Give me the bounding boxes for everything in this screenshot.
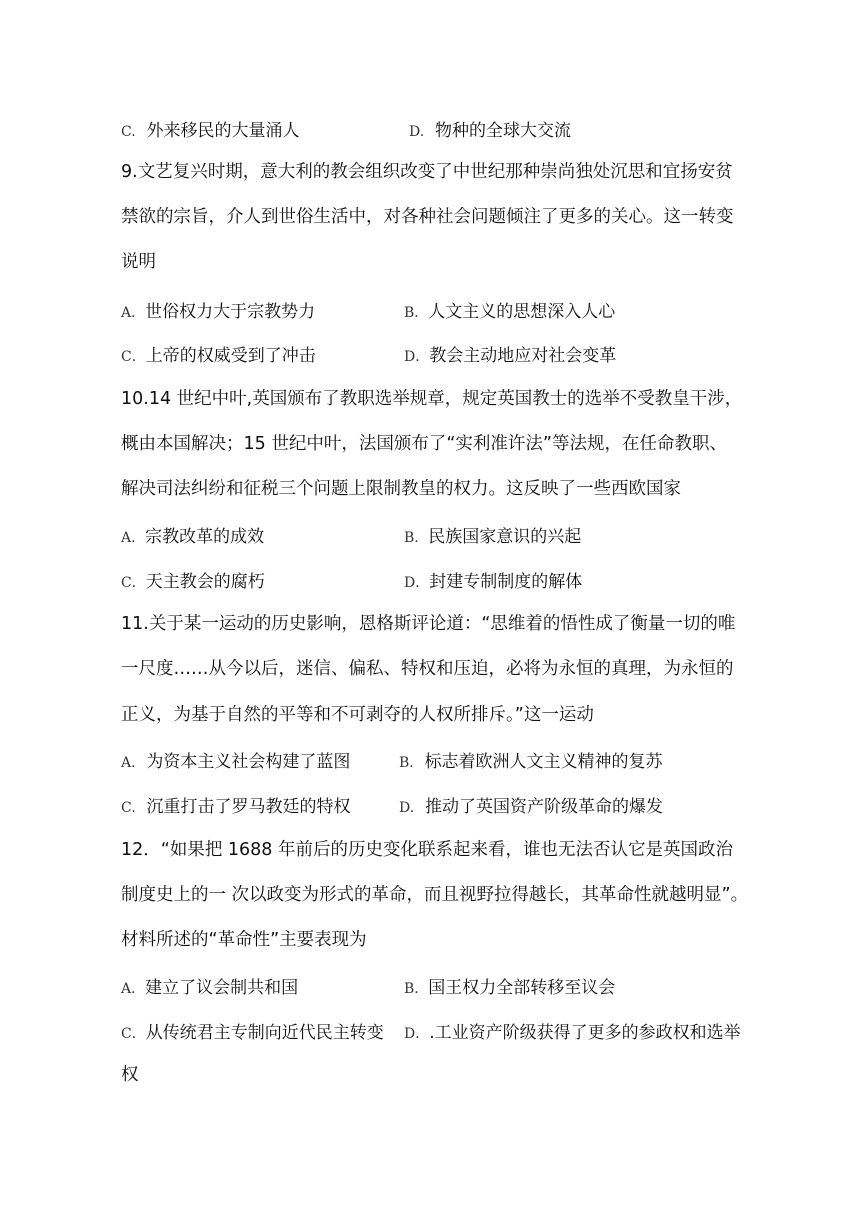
question-9-line-1: 9.文艺复兴时期，意大利的教会组织改变了中世纪那种崇尚独处沉思和宜扬安贫: [121, 162, 733, 182]
question-10-line-3: 解决司法纠纷和征税三个问题上限制教皇的权力。这反映了一些西欧国家: [121, 479, 681, 499]
question-11-line-3: 正义，为基于自然的平等和不可剥夺的人权所排斥。”这一运动: [121, 705, 594, 725]
option-a: A．宗教改革的成效: [121, 527, 265, 547]
question-10-line-2: 概由本国解决；15 世纪中叶，法国颁布了“实利准许法”等法规，在任命教职、: [121, 434, 727, 454]
question-11-line-1: 11.关于某一运动的历史影响，恩格斯评论道：“思维着的悟性成了衡量一切的唯: [121, 614, 736, 634]
option-c: C. 沉重打击了罗马教廷的特权: [121, 797, 351, 817]
question-9-line-2: 禁欲的宗旨，介人到世俗生活中，对各种社会问题倾注了更多的关心。这一转变: [121, 207, 734, 227]
question-10-line-1: 10.14 世纪中叶,英国颁布了教职选举规章，规定英国教士的选举不受教皇干涉，: [121, 389, 743, 409]
option-d: D．教会主动地应对社会变革: [404, 346, 617, 366]
option-d: D. 物种的全球大交流: [409, 121, 571, 141]
option-b: B．国王权力全部转移至议会: [404, 978, 616, 998]
option-c: C．上帝的权威受到了冲击: [121, 346, 316, 366]
question-12-line-2: 制度史上的一 次以政变为形式的革命，而且视野拉得越长，其革命性就越明显”。: [121, 885, 749, 905]
option-b: B．民族国家意识的兴起: [404, 527, 582, 547]
question-12-option-d-wrap: 权: [121, 1065, 139, 1085]
option-b: B. 标志着欧洲人文主义精神的复苏: [399, 752, 663, 772]
option-a: A. 为资本主义社会构建了蓝图: [121, 752, 351, 772]
question-12-line-3: 材料所述的“革命性”主要表现为: [121, 930, 367, 950]
option-d: D. 推动了英国资产阶级革命的爆发: [399, 797, 663, 817]
option-c: C．天主教会的腐朽: [121, 572, 265, 592]
option-d: D．封建专制制度的解体: [404, 572, 583, 592]
option-c: C. 外来移民的大量涌人: [121, 121, 300, 141]
option-b: B．人文主义的思想深入人心: [404, 302, 616, 322]
option-a: A．世俗权力大于宗教势力: [121, 302, 316, 322]
option-d: D．.工业资产阶级获得了更多的参政权和选举: [404, 1023, 741, 1043]
question-9-line-3: 说明: [121, 252, 156, 272]
question-12-line-1: 12．“如果把 1688 年前后的历史变化联系起来看，谁也无法否认它是英国政治: [121, 840, 733, 860]
question-11-line-2: 一尺度……从今以后，迷信、偏私、特权和压迫，必将为永恒的真理，为永恒的: [121, 659, 734, 679]
option-c: C．从传统君主专制向近代民主转变: [121, 1023, 384, 1043]
option-a: A．建立了议会制共和国: [121, 978, 299, 998]
